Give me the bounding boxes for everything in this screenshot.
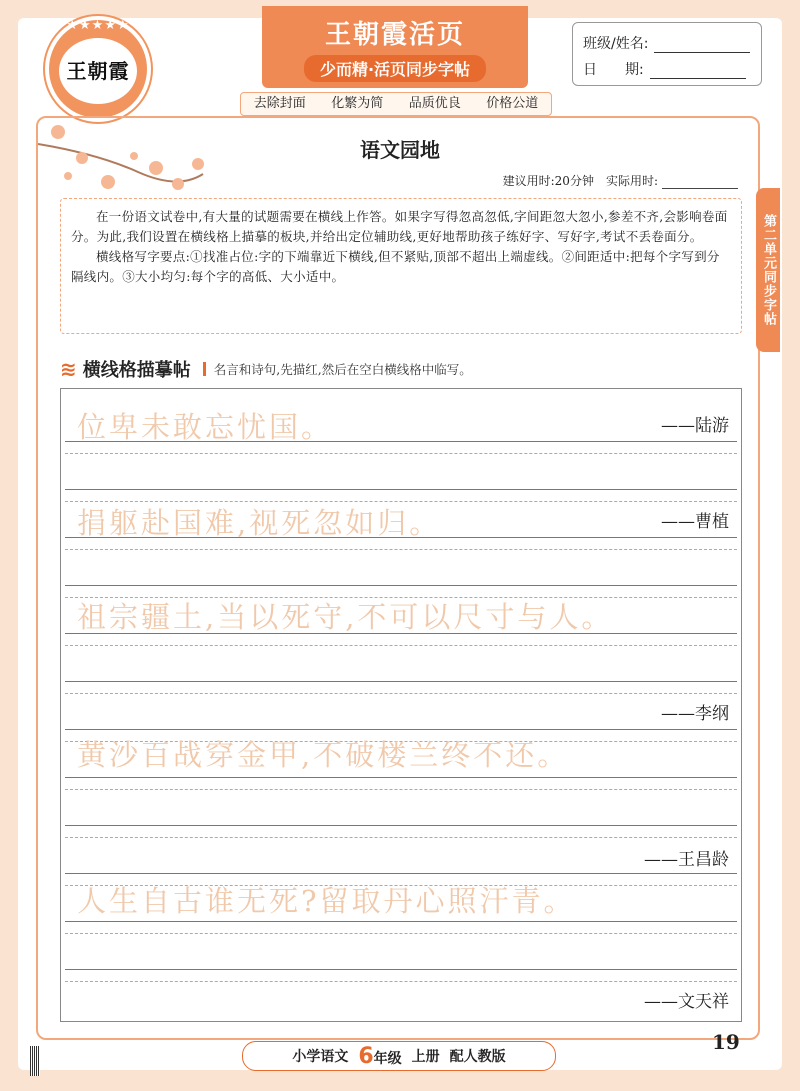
binding-marks (30, 1046, 40, 1076)
slogan-item: 化繁为简 (331, 96, 384, 111)
author: ——李纲 (661, 704, 729, 724)
actual-time-field[interactable] (662, 176, 738, 189)
brand-subtitle: 少而精·活页同步字帖 (304, 55, 486, 82)
footer-badge (242, 1041, 556, 1071)
student-info-box (572, 22, 762, 86)
intro-box (60, 198, 742, 334)
trace-line[interactable]: 黄沙百战穿金甲,不破楼兰终不还。 (77, 738, 570, 772)
date-field[interactable] (650, 64, 746, 79)
footer-grade-number: 6 (358, 1043, 374, 1069)
wave-icon: ≋ (60, 357, 77, 381)
trace-line[interactable]: 捐躯赴国难,视死忽如归。 (77, 506, 442, 540)
author: ——曹植 (661, 512, 729, 532)
footer-term: 上册 (411, 1049, 440, 1065)
section-header (60, 356, 472, 382)
unit-side-tab: 第二单元同步字帖 (756, 188, 780, 352)
slogan-item: 价格公道 (486, 96, 539, 111)
author: ——陆游 (661, 416, 729, 436)
page-title: 语文园地 (360, 138, 440, 162)
trace-line[interactable]: 位卑未敢忘忧国。 (77, 410, 334, 444)
practice-area (60, 388, 742, 1022)
author: ——文天祥 (644, 992, 729, 1012)
intro-paragraph: 在一份语文试卷中,有大量的试题需要在横线上作答。如果字写得忽高忽低,字间距忽大忽小,参差不齐,会影响卷面分。为此,我们设置在横线格上描摹的板块,并给出定位辅助线,更好地帮助孩子练好字、写好字,考试不丢卷面分。 (71, 209, 728, 244)
class-name-label: 班级/姓名: (583, 36, 649, 52)
footer-grade-label: 年级 (373, 1050, 402, 1067)
time-info (503, 172, 738, 189)
trace-line[interactable]: 祖宗疆土,当以死守,不可以尺寸与人。 (77, 600, 614, 634)
author: ——王昌龄 (644, 850, 729, 870)
slogan-item: 去除封面 (253, 96, 306, 111)
actual-time-label: 实际用时: (605, 174, 658, 188)
section-description: 名言和诗句,先描红,然后在空白横线格中临写。 (213, 362, 472, 377)
footer-edition: 配人教版 (449, 1049, 506, 1065)
date-label: 日 期: (583, 62, 644, 78)
slogan-bar (240, 92, 552, 116)
divider (203, 362, 206, 376)
slogan-item: 品质优良 (408, 96, 461, 111)
logo-text: 王朝霞 (66, 59, 130, 83)
brand-banner (262, 6, 528, 88)
section-title: 横线格描摹帖 (82, 360, 191, 381)
class-name-field[interactable] (654, 38, 750, 53)
trace-line[interactable]: 人生自古谁无死?留取丹心照汗青。 (77, 884, 576, 918)
page-number: 19 (712, 1030, 740, 1054)
brand-title: 王朝霞活页 (324, 20, 465, 50)
suggested-time: 建议用时:20分钟 (502, 174, 594, 188)
brand-logo (45, 16, 151, 122)
intro-paragraph: 横线格写字要点:①找准占位:字的下端靠近下横线,但不紧贴,顶部不超出上端虚线。②间距适中:把每个字写到分隔线内。③大小均匀:每个字的高低、大小适中。 (71, 249, 720, 284)
footer-subject: 小学语文 (292, 1049, 349, 1065)
stars-decoration: ★★★★★ (66, 18, 130, 33)
